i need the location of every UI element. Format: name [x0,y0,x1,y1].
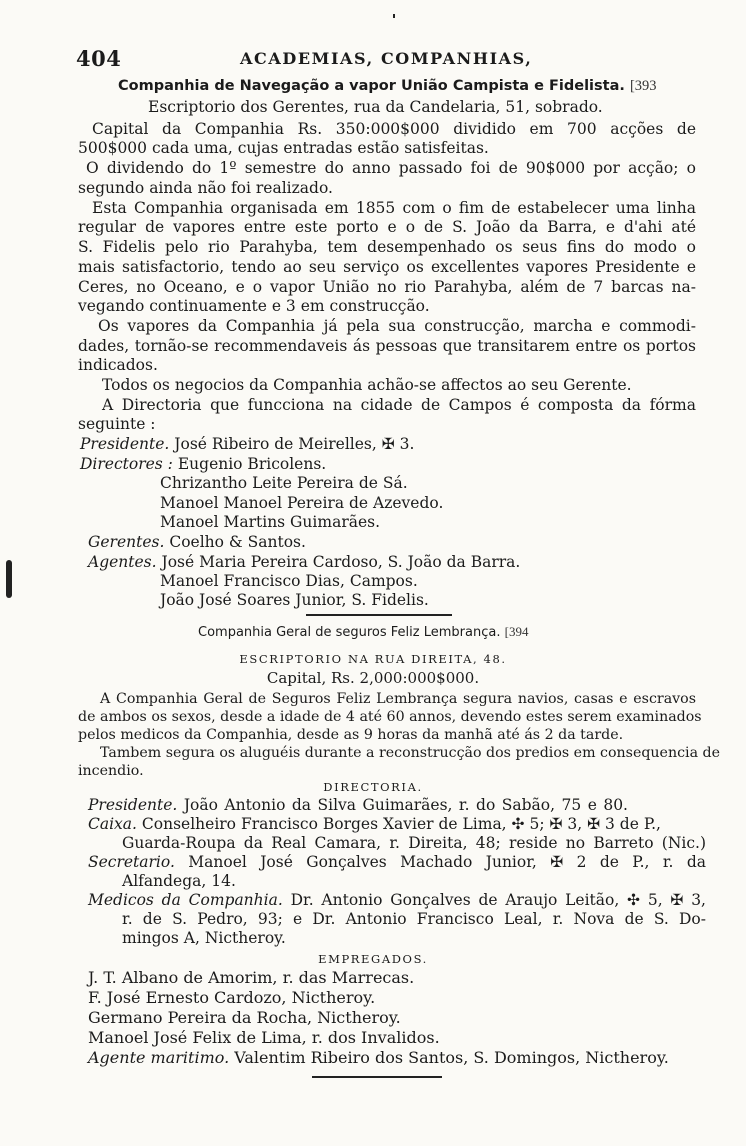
s1-directores-label: Directores : [80,455,173,473]
s1-line-2: 500$000 cada uma, cujas entradas estão satisfeitas. [78,139,489,157]
s2-secretario [88,853,706,872]
section2-ref: [394 [504,624,529,639]
s1-line-11: Os vapores da Companhia já pela sua construcção, marcha e commodi- [98,317,696,335]
s2-secretario-line-1: Alfandega, 14. [122,872,236,890]
s1-line-9: Ceres, no Oceano, e o vapor União no rio Parahyba, além de 7 barcas na- [78,278,696,296]
s2-medicos-line-1: r. de S. Pedro, 93; e Dr. Antonio Francisco Leal, r. Nova de S. Do- [122,910,706,928]
s2-medicos-label: Medicos da Companhia. [88,891,283,909]
s1-line-10: vegando continuamente e 3 em construcção. [78,297,430,315]
s2-line-0: A Companhia Geral de Seguros Feliz Lembrança segura navios, casas e escravos [100,691,696,707]
s1-line-13: indicados. [78,356,158,374]
s1-agentes-label: Agentes. [88,553,157,571]
margin-ink-mark [6,560,12,598]
s2-line-4: incendio. [78,763,144,779]
s1-gerentes-label: Gerentes. [88,533,165,551]
page-number: 404 [76,46,122,71]
s2-line-3: Tambem segura os aluguéis durante a reconstrucção dos predios em consequencia de [100,745,721,761]
s1-line-16: seguinte : [78,415,156,433]
s2-empregado-1: F. José Ernesto Cardozo, Nictheroy. [88,988,376,1007]
s1-line-0: Escriptorio dos Gerentes, rua da Candelaria, 51, sobrado. [148,98,603,116]
s2-medicos-line-2: mingos A, Nictheroy. [122,929,286,947]
s1-presidente-label: Presidente. [80,435,170,453]
s2-directoria-heading: DIRECTORIA. [323,780,423,794]
section1-title: Companhia de Navegação a vapor União Campista e Fidelista. [393 [118,78,657,94]
s1-line-4: segundo ainda não foi realizado. [78,179,333,197]
s1-agente-1: Manoel Francisco Dias, Campos. [160,572,418,590]
s1-directores [80,455,326,474]
s2-secretario-line-0: Manoel José Gonçalves Machado Junior, ✠ 2 de P., r. da [188,853,706,871]
s1-director-0: Eugenio Bricolens. [177,455,327,473]
s1-line-12: dades, tornão-se recommendaveis ás pessoas que transitarem entre os portos [78,337,696,355]
s2-presidente-value: João Antonio da Silva Guimarães, r. do Sabão, 75 e 80. [183,796,628,814]
section2-title: Companhia Geral de seguros Feliz Lembrança. [394 [198,624,529,640]
s1-line-6: regular de vapores entre este porto e o de S. João da Barra, e d'ahi até [78,218,696,236]
s2-empregado-2: Germano Pereira da Rocha, Nictheroy. [88,1008,401,1027]
s2-caixa-label: Caixa. [88,815,137,833]
s1-line-7: S. Fidelis pelo rio Parahyba, tem desempenhado os seus fins do modo o [78,238,696,256]
s1-agente-0: José Maria Pereira Cardoso, S. João da Barra. [161,553,521,571]
s2-empregado-3: Manoel José Felix de Lima, r. dos Invalidos. [88,1028,440,1047]
s1-director-1: Chrizantho Leite Pereira de Sá. [160,474,408,492]
s2-caixa-line-0: Conselheiro Francisco Borges Xavier de Lima, ✣ 5; ✠ 3, ✠ 3 de P., [141,815,661,833]
s1-director-3: Manoel Martins Guimarães. [160,513,381,531]
s2-medicos [88,891,706,910]
running-title: ACADEMIAS, COMPANHIAS, [240,49,533,68]
s1-line-5: Esta Companhia organisada em 1855 com o fim de estabelecer uma linha [92,199,696,217]
s2-office: ESCRIPTORIO NA RUA DIREITA, 48. [239,652,507,666]
s1-line-8: mais satisfactorio, tendo ao seu serviço os excellentes vapores Presidente e [78,258,696,276]
s2-presidente [88,796,628,815]
s2-empregados-heading: EMPREGADOS. [318,952,428,966]
s2-presidente-label: Presidente. [88,796,178,814]
s1-line-1: Capital da Companhia Rs. 350:000$000 dividido em 700 acções de [92,120,696,138]
s2-capital: Capital, Rs. 2,000:000$000. [266,669,480,687]
section1-ref: [393 [629,78,657,94]
s2-agente [88,1048,669,1067]
s1-agentes [88,553,520,572]
s2-agente-value: Valentim Ribeiro dos Santos, S. Domingos, Nictheroy. [234,1048,669,1067]
s1-gerentes-value: Coelho & Santos. [169,533,306,551]
s2-medicos-line-0: Dr. Antonio Gonçalves de Araujo Leitão, ✣ 5, ✠ 3, [290,891,706,909]
top-speck [393,14,395,18]
s2-agente-label: Agente maritimo. [88,1048,230,1067]
s2-line-2: pelos medicos da Companhia, desde as 9 horas da manhã até ás 2 da tarde. [78,727,624,743]
section-divider [306,614,452,616]
bottom-rule [312,1076,442,1078]
s1-line-15: A Directoria que funcciona na cidade de Campos é composta da fórma [102,396,696,414]
s1-presidente-value: José Ribeiro de Meirelles, ✠ 3. [174,435,415,453]
s2-secretario-label: Secretario. [88,853,175,871]
s1-line-14: Todos os negocios da Companhia achão-se affectos ao seu Gerente. [102,376,632,394]
s2-caixa-line-1: Guarda-Roupa da Real Camara, r. Direita, 48; reside no Barreto (Nic.) [122,834,706,852]
s1-director-2: Manoel Manoel Pereira de Azevedo. [160,494,444,512]
s1-gerentes [88,533,306,552]
s1-line-3: O dividendo do 1º semestre do anno passado foi de 90$000 por acção; o [86,159,696,177]
s2-caixa [88,815,661,834]
page-header [0,46,746,71]
s1-presidente [80,435,414,454]
s2-line-1: de ambos os sexos, desde a idade de 4 até 60 annos, devendo estes serem examinados [78,709,702,725]
s2-empregado-0: J. T. Albano de Amorim, r. das Marrecas. [88,968,415,987]
s1-agente-2: João José Soares Junior, S. Fidelis. [160,591,429,609]
